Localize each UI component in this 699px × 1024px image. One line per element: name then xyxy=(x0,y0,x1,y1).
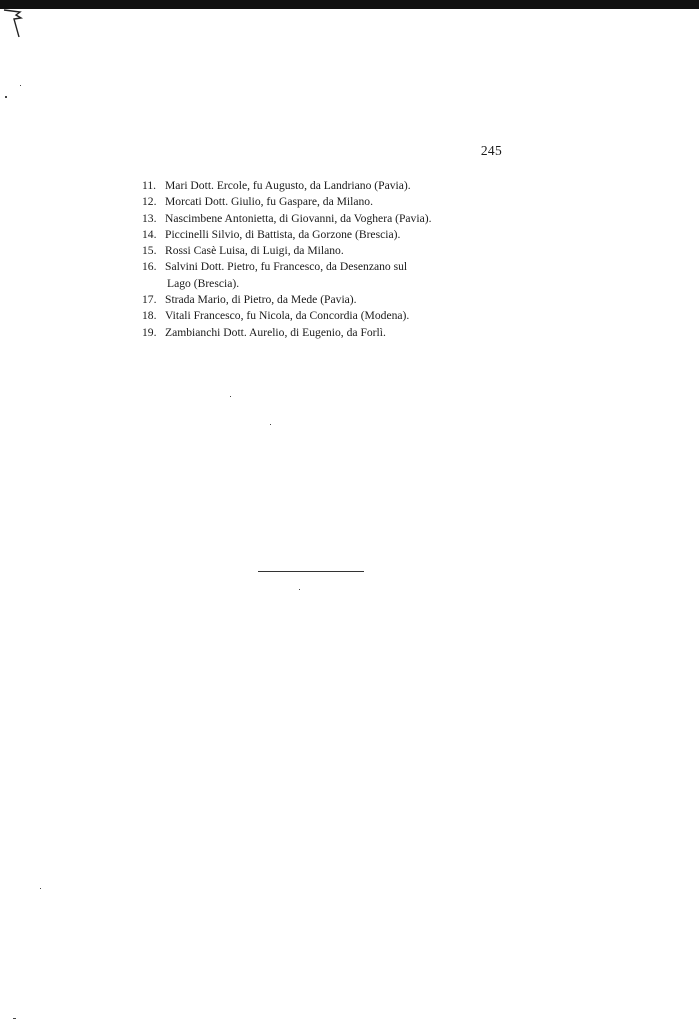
entry-text: Strada Mario, di Pietro, da Mede (Pavia). xyxy=(165,293,357,307)
list-item xyxy=(142,243,512,259)
entry-number: 18. xyxy=(142,309,157,323)
entry-number: 19. xyxy=(142,325,157,339)
page-number: 245 xyxy=(480,143,502,158)
list-item xyxy=(142,194,512,210)
entry-continuation: Lago (Brescia). xyxy=(167,276,240,290)
entry-text: Zambianchi Dott. Aurelio, di Eugenio, da Forlì. xyxy=(165,325,386,339)
entry-number: 15. xyxy=(142,244,157,258)
entry-number: 13. xyxy=(142,211,157,225)
entry-text: Salvini Dott. Pietro, fu Francesco, da Desenzano sul xyxy=(165,260,408,274)
entry-number: 12. xyxy=(142,195,157,209)
entry-text: Vitali Francesco, fu Nicola, da Concordia (Modena). xyxy=(165,309,410,323)
scan-speck xyxy=(40,888,41,889)
list-item xyxy=(142,227,512,243)
list-item xyxy=(142,292,512,308)
list-item xyxy=(142,259,512,292)
scan-speck xyxy=(13,1018,16,1019)
list-item xyxy=(142,178,512,194)
scan-speck xyxy=(20,85,21,86)
scan-speck xyxy=(299,589,300,590)
list-item xyxy=(142,308,512,324)
list-item xyxy=(142,325,512,341)
list-item xyxy=(142,211,512,227)
entry-number: 16. xyxy=(142,260,157,274)
scan-top-edge xyxy=(0,0,699,9)
entry-number: 17. xyxy=(142,293,157,307)
entry-text: Morcati Dott. Giulio, fu Gaspare, da Milano. xyxy=(165,195,373,209)
scan-speck xyxy=(5,96,7,98)
entry-text: Piccinelli Silvio, di Battista, da Gorzone (Brescia). xyxy=(165,227,401,241)
entry-number: 11. xyxy=(142,179,157,192)
scan-speck xyxy=(270,424,271,425)
entry-text: Mari Dott. Ercole, fu Augusto, da Landriano (Pavia). xyxy=(165,179,411,192)
scan-speck xyxy=(230,396,231,397)
entry-list xyxy=(142,178,512,341)
section-divider xyxy=(258,571,364,572)
entry-text: Rossi Casè Luisa, di Luigi, da Milano. xyxy=(165,244,344,258)
scan-corner-mark xyxy=(2,9,24,39)
entry-text: Nascimbene Antonietta, di Giovanni, da Voghera (Pavia). xyxy=(165,211,432,225)
entry-number: 14. xyxy=(142,227,157,241)
